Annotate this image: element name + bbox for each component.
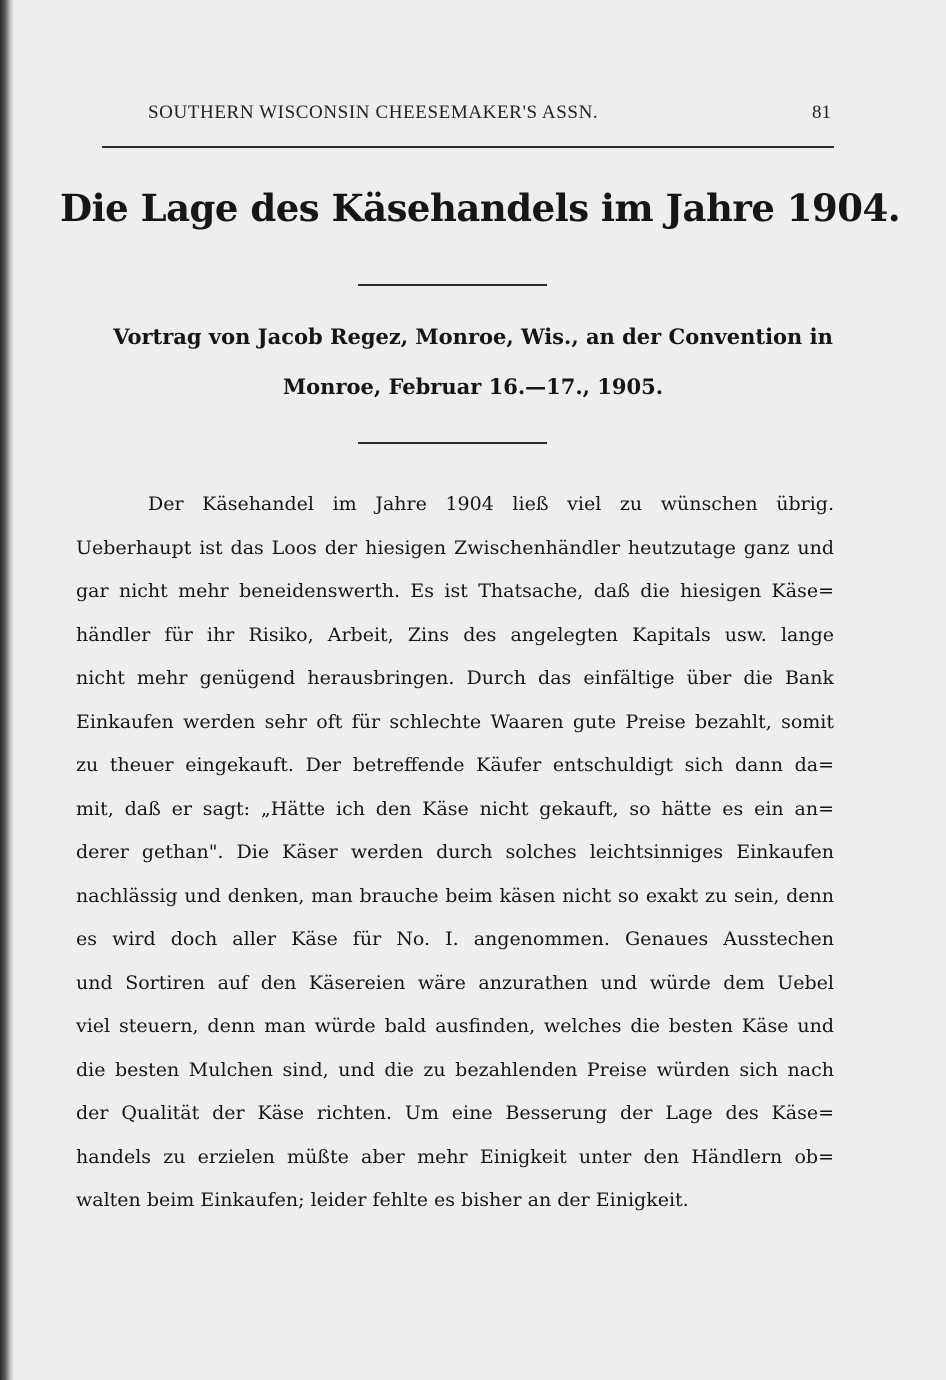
- subtitle-line: Vortrag von Jacob Regez, Monroe, Wis., an der Convention in: [113, 324, 833, 349]
- page-number: 81: [812, 102, 831, 123]
- header-rule: [102, 146, 834, 148]
- body-line: es wird doch aller Käse für No. I. angenommen. Genaues Ausstechen: [76, 928, 834, 950]
- body-line: viel steuern, denn man würde bald ausfinden, welches die besten Käse und: [76, 1015, 834, 1037]
- page-binding-edge: [0, 0, 14, 1380]
- body-line: walten beim Einkaufen; leider fehlte es bisher an der Einigkeit.: [76, 1189, 689, 1211]
- title-rule-top: [358, 284, 547, 286]
- body-line: nachlässig und denken, man brauche beim käsen nicht so exakt zu sein, denn: [76, 885, 834, 907]
- body-line: nicht mehr genügend herausbringen. Durch das einfältige über die Bank: [76, 667, 834, 689]
- body-line: zu theuer eingekauft. Der betreffende Käufer entschuldigt sich dann da=: [76, 754, 834, 776]
- body-line: derer gethan". Die Käser werden durch solches leichtsinniges Einkaufen: [76, 841, 834, 863]
- body-line: Der Käsehandel im Jahre 1904 ließ viel zu wünschen übrig.: [148, 493, 834, 515]
- body-line: und Sortiren auf den Käsereien wäre anzurathen und würde dem Uebel: [76, 972, 834, 994]
- body-line: Ueberhaupt ist das Loos der hiesigen Zwischenhändler heutzutage ganz und: [76, 537, 834, 559]
- running-head: SOUTHERN WISCONSIN CHEESEMAKER'S ASSN.: [148, 102, 599, 123]
- body-line: die besten Mulchen sind, und die zu bezahlenden Preise würden sich nach: [76, 1059, 834, 1081]
- subtitle-line: Monroe, Februar 16.—17., 1905.: [282, 374, 664, 399]
- body-line: mit, daß er sagt: „Hätte ich den Käse nicht gekauft, so hätte es ein an=: [76, 798, 834, 820]
- body-line: gar nicht mehr beneidenswerth. Es ist Thatsache, daß die hiesigen Käse=: [76, 580, 834, 602]
- body-line: händler für ihr Risiko, Arbeit, Zins des angelegten Kapitals usw. lange: [76, 624, 834, 646]
- article-title: Die Lage des Käsehandels im Jahre 1904.: [60, 186, 901, 230]
- body-line: Einkaufen werden sehr oft für schlechte Waaren gute Preise bezahlt, somit: [76, 711, 834, 733]
- body-line: der Qualität der Käse richten. Um eine Besserung der Lage des Käse=: [76, 1102, 834, 1124]
- title-rule-bottom: [358, 442, 547, 444]
- body-line: handels zu erzielen müßte aber mehr Einigkeit unter den Händlern ob=: [76, 1146, 834, 1168]
